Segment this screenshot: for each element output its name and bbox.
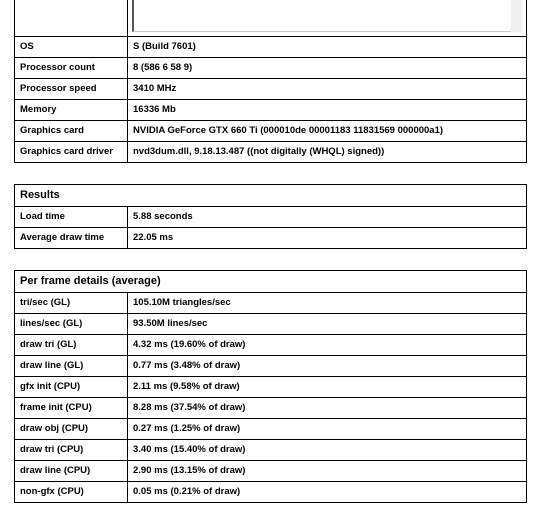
notes-cell [128,0,527,37]
row-label: OS [15,37,128,58]
row-label: draw line (CPU) [15,461,128,482]
table-row [15,228,527,249]
table-row [15,356,527,377]
row-value: 0.05 ms (0.21% of draw) [128,482,527,503]
row-value: 4.32 ms (19.60% of draw) [128,335,527,356]
row-label: draw obj (CPU) [15,419,128,440]
row-label: Average draw time [15,228,128,249]
results-title: Results [15,185,527,207]
row-label: draw tri (CPU) [15,440,128,461]
row-value: nvd3dum.dll, 9.18.13.487 ((not digitally (WHQL) signed)) [128,142,527,163]
notes-row [15,0,527,37]
row-value: NVIDIA GeForce GTX 660 Ti (000010de 00001183 11831569 000000a1) [128,121,527,142]
table-row [15,398,527,419]
table-row [15,207,527,228]
notes-scrollbar[interactable] [511,0,522,32]
table-row [15,440,527,461]
row-label: Graphics card driver [15,142,128,163]
row-label: frame init (CPU) [15,398,128,419]
report-page [14,0,526,503]
results-table [14,184,527,249]
row-label: non-gfx (CPU) [15,482,128,503]
row-value: 0.27 ms (1.25% of draw) [128,419,527,440]
row-label: Load time [15,207,128,228]
table-row [15,419,527,440]
table-row [15,79,527,100]
row-value: 8.28 ms (37.54% of draw) [128,398,527,419]
table-row [15,100,527,121]
row-label: lines/sec (GL) [15,314,128,335]
row-value: 8 (586 6 58 9) [128,58,527,79]
table-row [15,58,527,79]
row-value: 3.40 ms (15.40% of draw) [128,440,527,461]
table-row [15,37,527,58]
per-frame-header-row [15,271,527,293]
row-value: 2.11 ms (9.58% of draw) [128,377,527,398]
table-row [15,335,527,356]
table-row [15,314,527,335]
table-row [15,121,527,142]
row-value: 3410 MHz [128,79,527,100]
row-value: 22.05 ms [128,228,527,249]
row-label: tri/sec (GL) [15,293,128,314]
table-row [15,377,527,398]
row-value: 105.10M triangles/sec [128,293,527,314]
section-spacer [14,163,526,184]
table-row [15,461,527,482]
row-label: Processor speed [15,79,128,100]
row-label: Memory [15,100,128,121]
table-row [15,142,527,163]
results-header-row [15,185,527,207]
row-value: 0.77 ms (3.48% of draw) [128,356,527,377]
per-frame-table [14,270,527,503]
table-row [15,293,527,314]
section-spacer [14,249,526,270]
row-label: Graphics card [15,121,128,142]
row-label: gfx init (CPU) [15,377,128,398]
row-value: 16336 Mb [128,100,527,121]
system-info-table [14,0,527,163]
notes-textarea[interactable] [132,0,516,32]
row-value: 93.50M lines/sec [128,314,527,335]
row-value: 2.90 ms (13.15% of draw) [128,461,527,482]
row-label: draw tri (GL) [15,335,128,356]
row-value: 5.88 seconds [128,207,527,228]
row-label: draw line (GL) [15,356,128,377]
table-row [15,482,527,503]
row-label: Processor count [15,58,128,79]
row-value: S (Build 7601) [128,37,527,58]
notes-label-cell [15,0,128,37]
per-frame-title: Per frame details (average) [15,271,527,293]
